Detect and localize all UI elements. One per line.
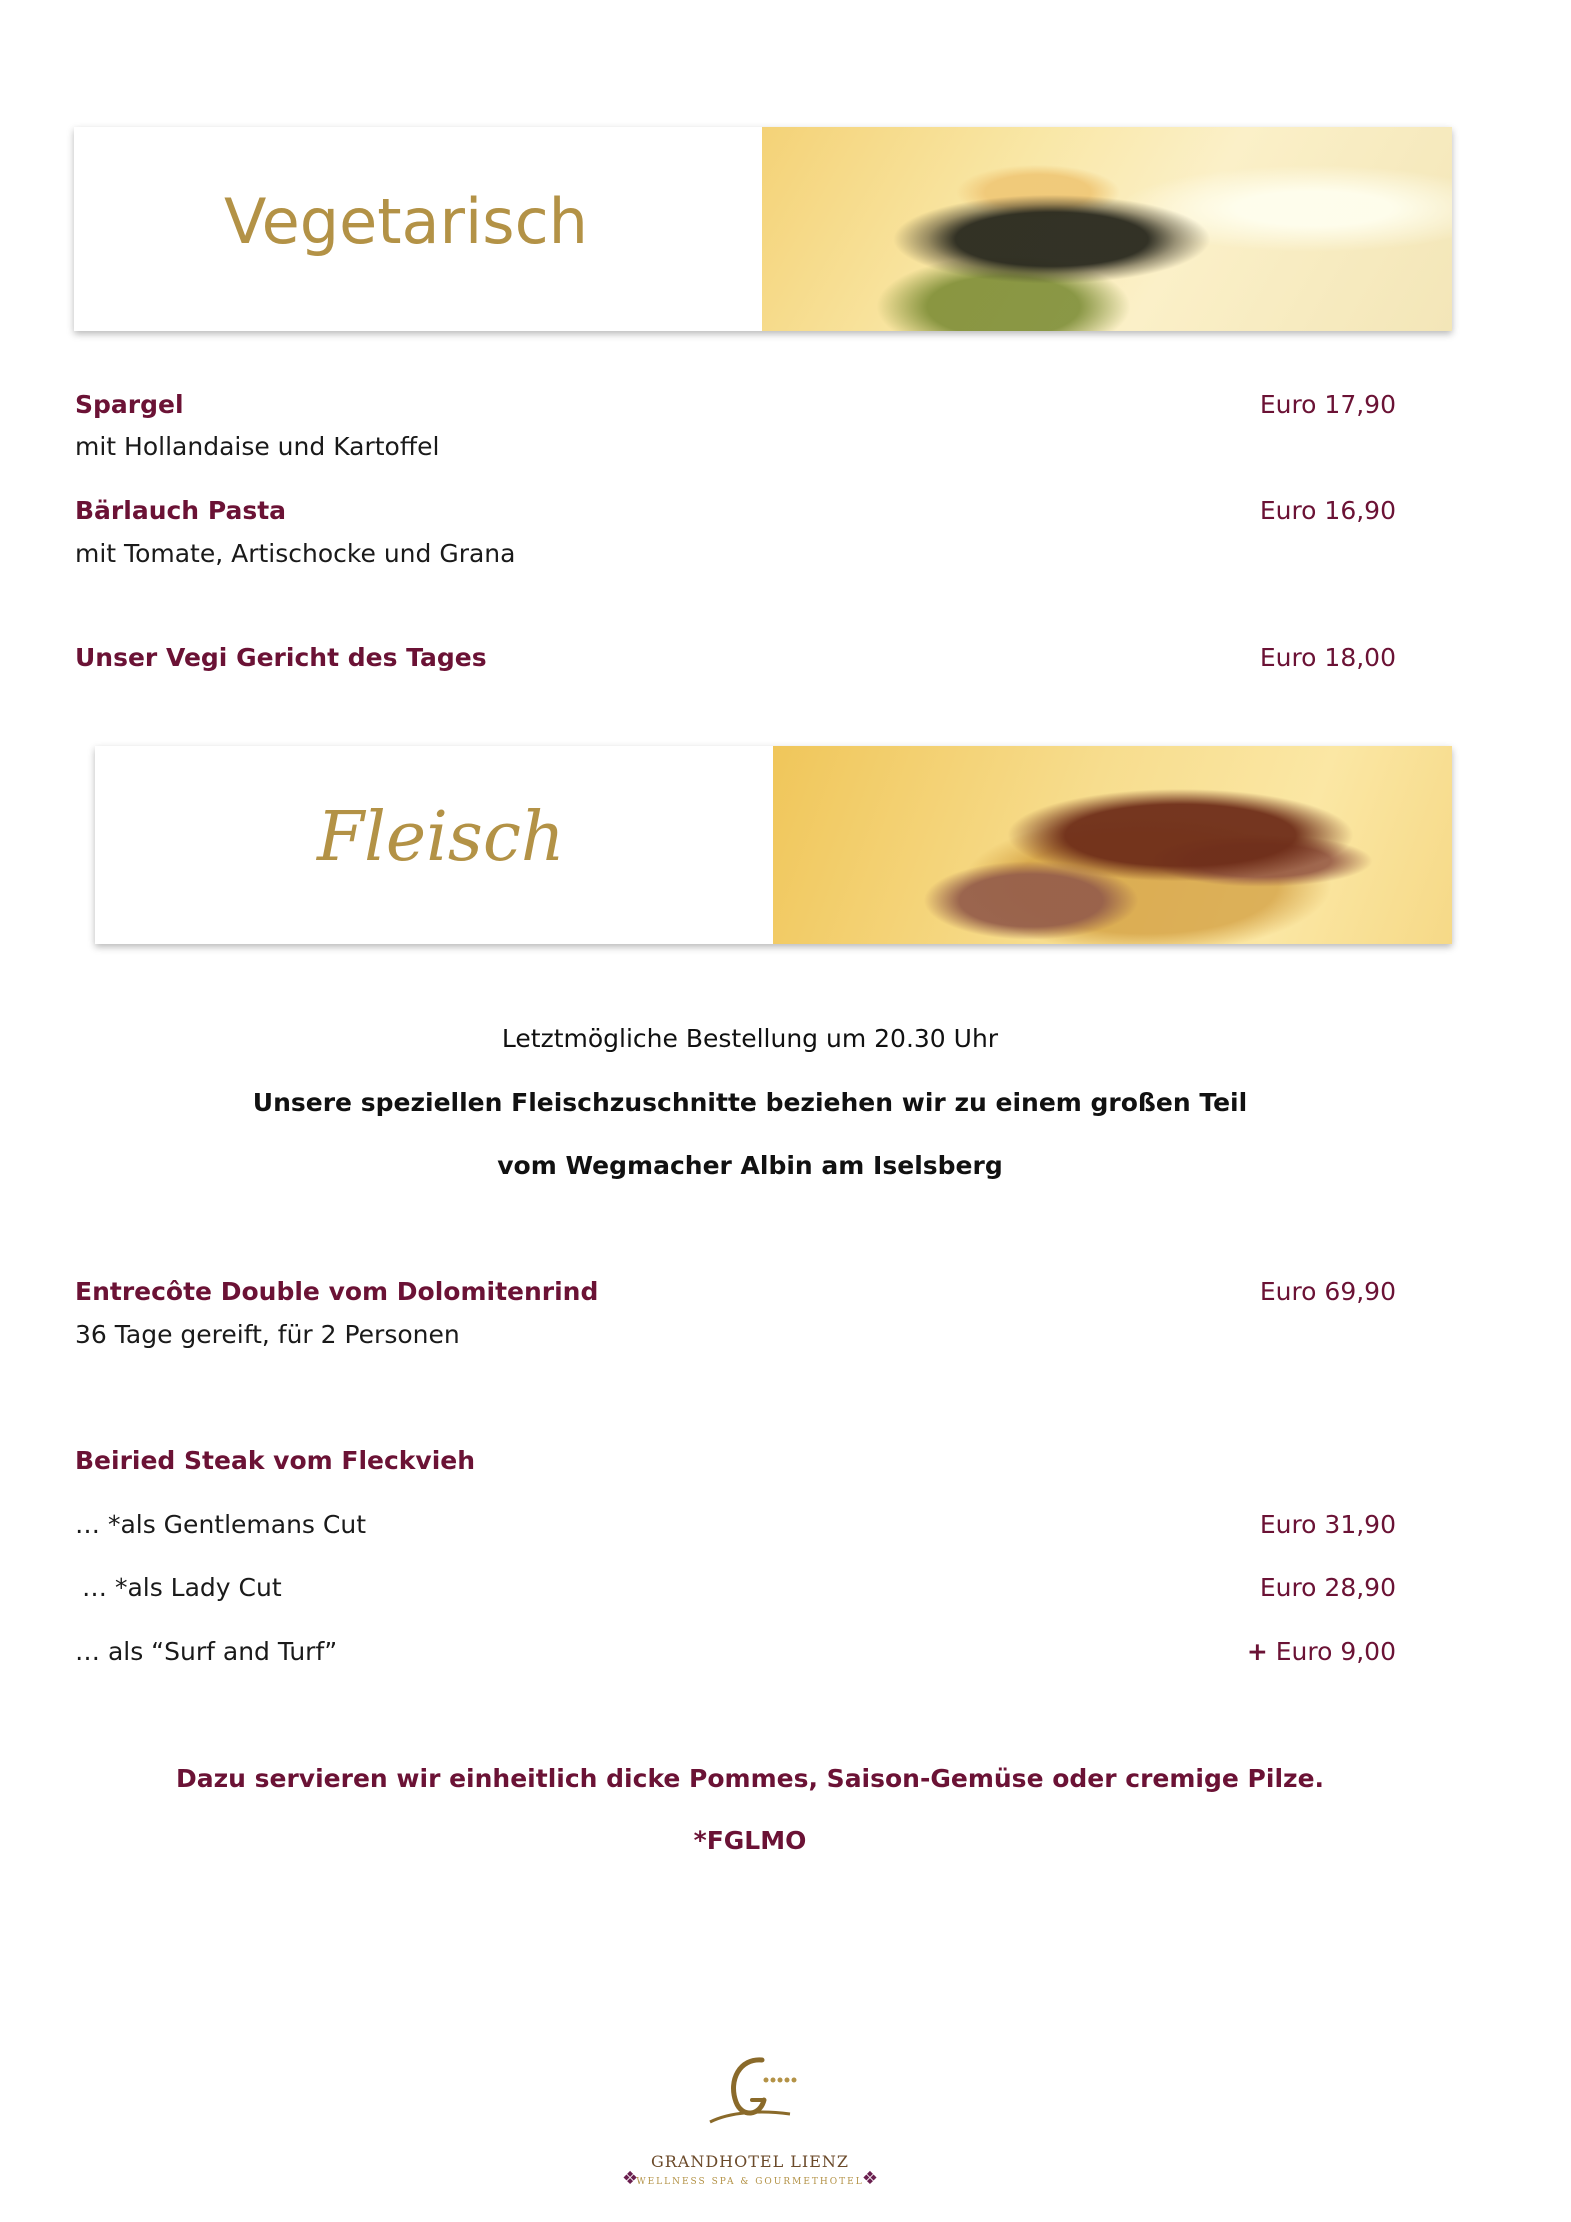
side-dish-note: Dazu servieren wir einheitlich dicke Pommes, Saison-Gemüse oder cremige Pilze. — [175, 1764, 1325, 1793]
allergen-note: *FGLMO — [693, 1826, 807, 1855]
fleisch-photo — [773, 746, 1452, 944]
menu-item-name: Beiried Steak vom Fleckvieh — [75, 1446, 476, 1475]
supplier-note-line2: vom Wegmacher Albin am Iselsberg — [497, 1151, 1003, 1180]
plus-sign: + — [1246, 1637, 1268, 1666]
menu-item-name: Spargel — [75, 390, 184, 419]
fleisch-title: Fleisch — [317, 798, 565, 877]
logo-monogram-icon — [700, 2040, 800, 2140]
ornament-left-icon: ❖ — [622, 2168, 639, 2189]
menu-option-label: … als “Surf and Turf” — [75, 1637, 338, 1666]
menu-option-price — [1247, 1637, 1396, 1666]
menu-item-description: mit Tomate, Artischocke und Grana — [75, 539, 516, 568]
hotel-logo — [600, 2040, 900, 2205]
menu-item-description: 36 Tage gereift, für 2 Personen — [75, 1320, 460, 1349]
last-order-note: Letztmögliche Bestellung um 20.30 Uhr — [501, 1024, 999, 1053]
menu-item-name: Bärlauch Pasta — [75, 496, 287, 525]
menu-item-name: Entrecôte Double vom Dolomitenrind — [75, 1277, 599, 1306]
menu-item-price: Euro 17,90 — [1259, 390, 1396, 419]
menu-item-name: Unser Vegi Gericht des Tages — [75, 643, 487, 672]
menu-item-price: Euro 18,00 — [1259, 643, 1396, 672]
fleisch-banner — [95, 746, 1452, 944]
menu-item-price: Euro 16,90 — [1259, 496, 1396, 525]
menu-option-label: … *als Gentlemans Cut — [75, 1510, 367, 1539]
menu-option-price-value: Euro 9,00 — [1275, 1637, 1396, 1666]
vegetarisch-photo — [762, 127, 1452, 331]
menu-option-price: Euro 28,90 — [1259, 1573, 1396, 1602]
menu-option-price: Euro 31,90 — [1259, 1510, 1396, 1539]
menu-option-label: … *als Lady Cut — [82, 1573, 282, 1602]
supplier-note-line1: Unsere speziellen Fleischzuschnitte beziehen wir zu einem großen Teil — [252, 1088, 1248, 1117]
logo-tagline: WELLNESS SPA & GOURMETHOTEL — [636, 2177, 864, 2187]
vegetarisch-banner — [74, 127, 1452, 331]
menu-item-description: mit Hollandaise und Kartoffel — [75, 432, 440, 461]
menu-item-price: Euro 69,90 — [1259, 1277, 1396, 1306]
vegetarisch-title: Vegetarisch — [224, 185, 588, 258]
logo-name: GRANDHOTEL LIENZ — [650, 2152, 850, 2171]
ornament-right-icon: ❖ — [861, 2168, 878, 2189]
